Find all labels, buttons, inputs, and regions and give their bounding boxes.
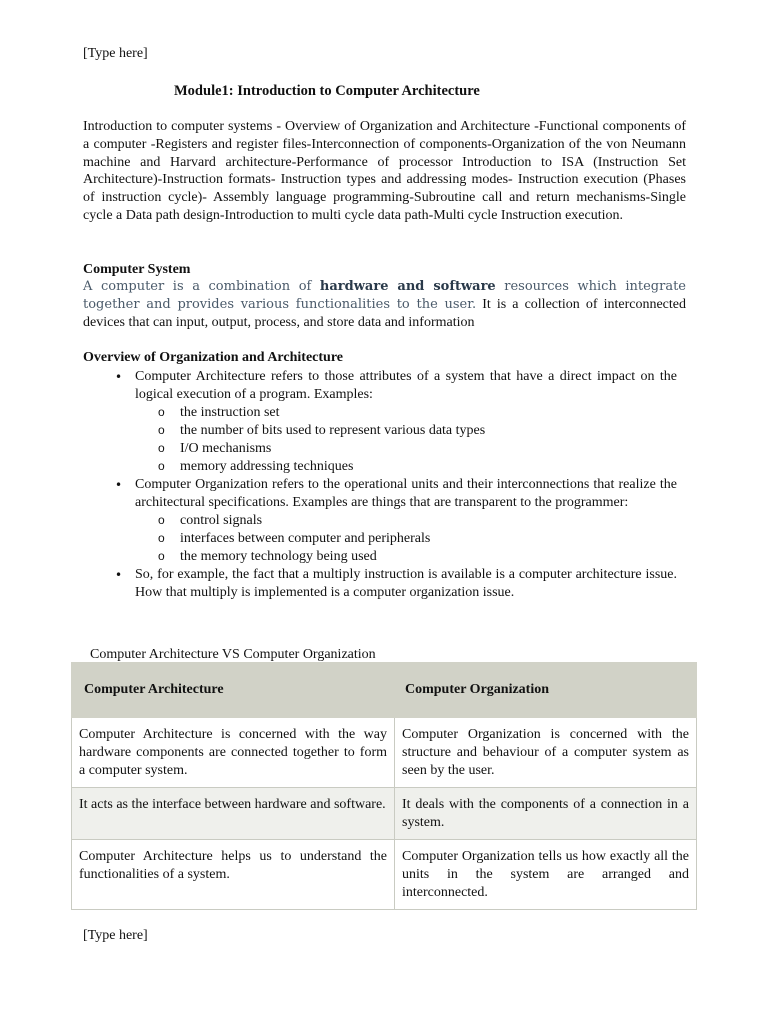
overview-heading: Overview of Organization and Architecture [83,350,343,365]
definition-suffix: resources which integrate together and provides various functionalities to the user. [83,279,687,312]
table-row [72,718,697,788]
sub-list [135,512,677,566]
computer-system-paragraph [83,278,686,332]
table-cell: It deals with the components of a connection in a system. [395,788,697,840]
bullet-item [135,368,677,476]
table-cell: Computer Organization is concerned with the structure and behaviour of a computer system as seen by the user. [395,718,697,788]
bullet-text: Computer Architecture refers to those attributes of a system that have a direct impact on the logical execution of a program. Examples: [135,369,677,402]
bullet-item [135,566,677,602]
sub-item: o interfaces between computer and peripherals [180,530,677,548]
sub-item: o control signals [180,512,677,530]
sub-item: o the memory technology being used [180,548,677,566]
page-title: Module1: Introduction to Computer Architecture [174,83,480,99]
sub-item: o memory addressing techniques [180,458,677,476]
table-header-row [72,663,697,718]
table-cell: Computer Architecture is concerned with the way hardware components are connected together to form a computer system. [72,718,395,788]
sub-item: o the number of bits used to represent various data types [180,422,677,440]
sub-item: o the instruction set [180,404,677,422]
bullet-text: So, for example, the fact that a multiply instruction is available is a computer architecture issue. How that multiply is implemented is a computer organization issue. [135,567,677,600]
table-row [72,840,697,910]
bullet-text: Computer Organization refers to the operational units and their interconnections that realize the architectural specifications. Examples are things that are transparent to the programmer: [135,477,677,510]
definition-rest: It is a collection of interconnected devices that can input, output, process, and store data and information [83,297,686,330]
table-cell: Computer Architecture helps us to understand the functionalities of a system. [72,840,395,910]
sub-list [135,404,677,476]
page-header: [Type here] [83,46,148,61]
intro-paragraph: Introduction to computer systems - Overview of Organization and Architecture -Functional components of a computer -Registers and register files-Interconnection of components-Organization of the von Neumann machine and Harvard architecture-Performance of processor Introduction to ISA (Instruction Set Architecture)-Instruction formats- Instruction types and addressing modes- Instruction execution (Phases of instruction cycle)- Assembly language programming-Subroutine call and return mechanisms-Single cycle a Data path design-Introduction to multi cycle data path-Multi cycle Instruction execution. [83,119,686,223]
column-header-organization: Computer Organization [395,663,697,718]
definition-prefix: A computer is a combination of [83,279,320,294]
column-header-architecture: Computer Architecture [72,663,395,718]
definition-bold: hardware and software [319,279,496,294]
table-cell: Computer Organization tells us how exactly all the units in the system are arranged and interconnected. [395,840,697,910]
comparison-table [71,662,697,910]
page-footer: [Type here] [83,928,148,943]
table-cell: It acts as the interface between hardware and software. [72,788,395,840]
computer-system-heading: Computer System [83,262,191,277]
table-row [72,788,697,840]
bullet-item [135,476,677,566]
sub-item: o I/O mechanisms [180,440,677,458]
overview-bullet-list [135,368,677,602]
table-caption: Computer Architecture VS Computer Organization [90,647,376,662]
